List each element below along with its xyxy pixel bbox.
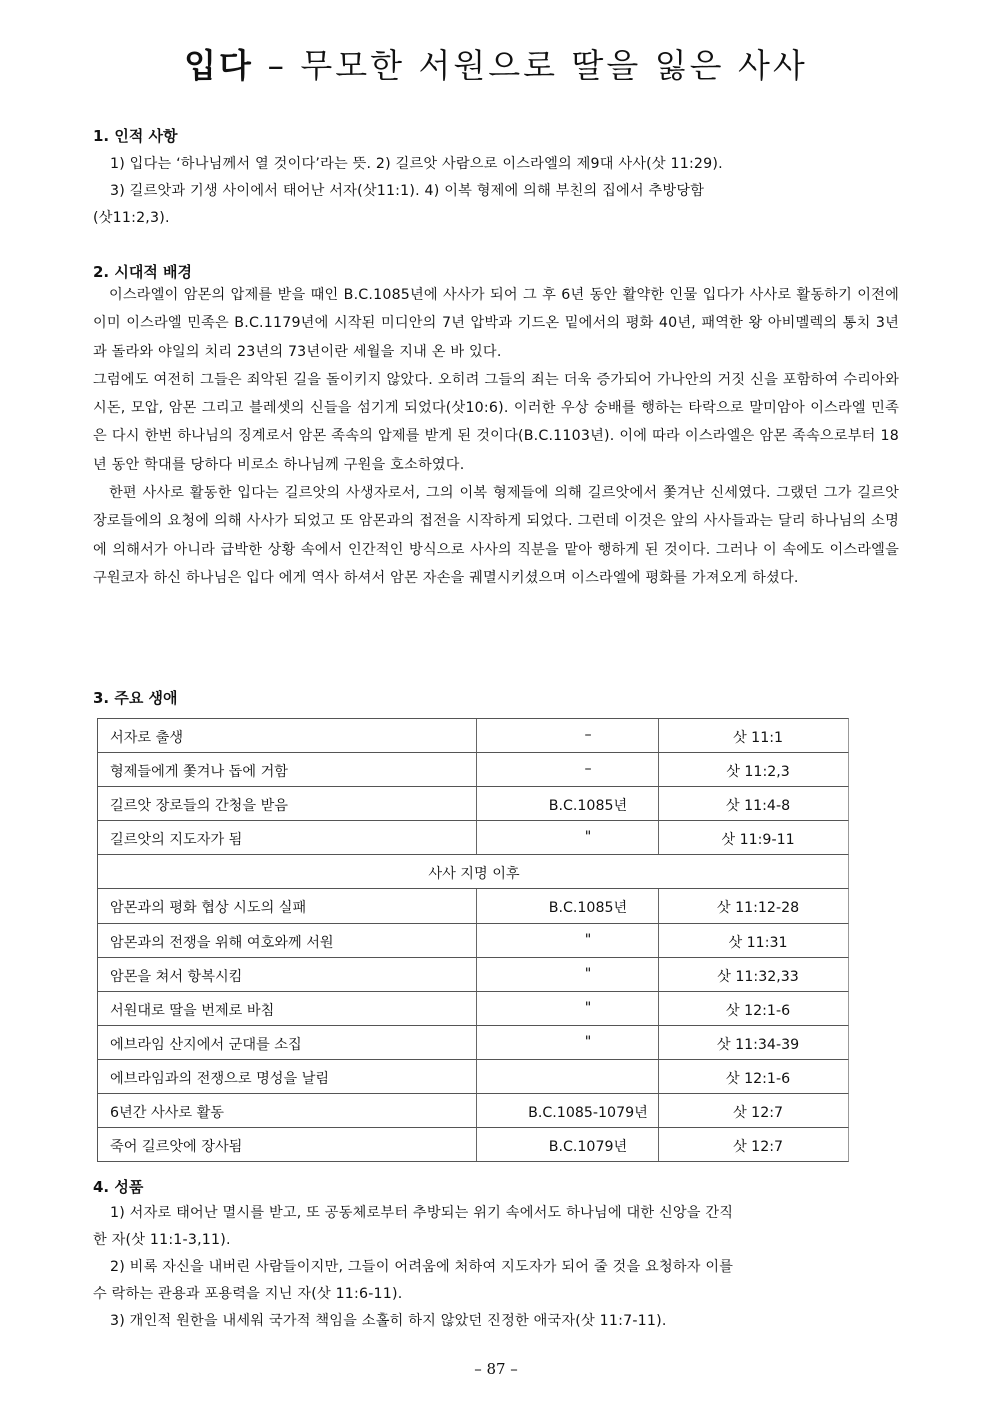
table-row xyxy=(97,888,849,922)
table-row xyxy=(97,786,849,820)
s1-line-2: 3) 길르앗과 기생 사이에서 태어난 서자(삿11:1). 4) 이복 형제에 의해 부친의 집에서 추방당함 xyxy=(110,183,705,199)
page-number: – 87 – xyxy=(474,1360,518,1378)
reference-cell: 삿 12:7 xyxy=(732,1139,784,1156)
s1-line-1: 1) 입다는 ‘하나님께서 열 것이다’라는 뜻. 2) 길르앗 사람으로 이스라엘의 제9대 사사(삿 11:29). xyxy=(110,156,723,172)
reference-cell: 삿 11:12-28 xyxy=(716,900,800,917)
date-cell: " xyxy=(584,965,592,982)
section-2-body xyxy=(93,281,899,592)
reference-cell: 삿 11:4-8 xyxy=(725,798,791,815)
date-cell: " xyxy=(584,829,592,846)
section-3-heading: 3. 주요 생애 xyxy=(93,689,178,707)
table-row xyxy=(97,820,849,854)
event-cell: 암몬과의 평화 협상 시도의 실패 xyxy=(110,900,307,917)
s4-line-1-cont: 한 자(삿 11:1-3,11). xyxy=(93,1232,231,1248)
table-row xyxy=(97,718,849,752)
event-cell: 죽어 길르앗에 장사됨 xyxy=(110,1139,243,1156)
s2-paragraph-3: 한편 사사로 활동한 입다는 길르앗의 사생자로서, 그의 이복 형제들에 의해 길르앗에서 쫓겨난 신세였다. 그랬던 그가 길르앗 장로들에의 요청에 의해 사사가 되었고 또 암몬과의 접전을 시작하게 되었다. 그런데 이것은 앞의 사사들과는 달리 하나님의 소명에 의해서가 아니라 급박한 상황 속에서 인간적인 방식으로 사사의 직분을 맡아 행하게 된 것이다. 그러나 이 속에도 이스라엘을 구원코자 하신 하나님은 입다 에게 역사 하셔서 암몬 자손을 궤멸시키셨으며 이스라엘에 평화를 가져오게 하셨다. xyxy=(93,485,899,586)
date-cell: B.C.1085-1079년 xyxy=(528,1105,648,1122)
table-row xyxy=(97,1127,849,1162)
reference-cell: 삿 11:2,3 xyxy=(726,764,790,781)
date-cell: " xyxy=(584,1033,592,1050)
event-cell: 길르앗 장로들의 간청을 받음 xyxy=(110,798,288,815)
table-row xyxy=(97,957,849,991)
section-1-heading: 1. 인적 사항 xyxy=(93,127,178,145)
title-name: 입다 xyxy=(184,46,254,85)
date-cell: B.C.1085년 xyxy=(548,900,628,917)
s2-paragraph-1: 이스라엘이 암몬의 압제를 받을 때인 B.C.1085년에 사사가 되어 그 후 6년 동안 활약한 인물 입다가 사사로 활동하기 이전에 이미 이스라엘 민족은 B.C.1179년에 시작된 미디안의 7년 압박과 기드온 밑에서의 평화 40년, 패역한 왕 아비멜렉의 통치 3년과 돌라와 야일의 치리 23년의 73년이란 세월을 지내 온 바 있다. xyxy=(93,287,899,360)
reference-cell: 삿 12:1-6 xyxy=(725,1070,791,1087)
s2-paragraph-2: 그럼에도 여전히 그들은 죄악된 길을 돌이키지 않았다. 오히려 그들의 죄는 더욱 증가되어 가나안의 거짓 신을 포함하여 수리아와 시돈, 모압, 암몬 그리고 블레셋의 신들을 섬기게 되었다(삿10:6). 이러한 우상 숭배를 행하는 타락으로 말미암아 이스라엘 민족은 다시 한번 하나님의 징계로서 암몬 족속의 압제를 받게 된 것이다(B.C.1103년). 이에 따라 이스라엘은 암몬 족속으로부터 18년 동안 학대를 당하다 비로소 하나님께 구원을 호소하였다. xyxy=(93,371,899,473)
table-row xyxy=(97,1059,849,1093)
event-cell: 형제들에게 쫓겨나 돕에 거함 xyxy=(110,764,288,781)
reference-cell: 삿 11:32,33 xyxy=(717,968,799,985)
date-cell: B.C.1079년 xyxy=(548,1139,628,1156)
table-row xyxy=(97,1093,849,1127)
table-divider-row xyxy=(97,854,849,888)
section-2-heading: 2. 시대적 배경 xyxy=(93,263,193,281)
event-cell: 6년간 사사로 활동 xyxy=(110,1105,224,1122)
event-cell: 암몬을 쳐서 항복시킴 xyxy=(110,968,243,985)
section-4-heading: 4. 성품 xyxy=(93,1178,144,1196)
table-row xyxy=(97,752,849,786)
reference-cell: 삿 12:1-6 xyxy=(725,1002,791,1019)
date-cell: – xyxy=(584,727,592,743)
event-cell: 에브라임과의 전쟁으로 명성을 날림 xyxy=(110,1070,330,1087)
reference-cell: 삿 11:9-11 xyxy=(721,832,795,849)
table-row xyxy=(97,1025,849,1059)
table-row xyxy=(97,991,849,1025)
reference-cell: 삿 11:31 xyxy=(728,934,788,951)
reference-cell: 삿 11:1 xyxy=(732,730,784,746)
table-row xyxy=(97,923,849,957)
event-cell: 에브라임 산지에서 군대를 소집 xyxy=(110,1036,302,1053)
date-cell: B.C.1085년 xyxy=(548,798,628,815)
period-label: 사사 지명 이후 xyxy=(428,866,520,883)
date-cell: " xyxy=(584,931,592,948)
event-cell: 길르앗의 지도자가 됨 xyxy=(110,832,243,849)
life-events-table xyxy=(97,718,849,1162)
event-cell: 암몬과의 전쟁을 위해 여호와께 서원 xyxy=(110,934,334,951)
s1-line-3: (삿11:2,3). xyxy=(93,210,170,226)
s4-line-2: 2) 비록 자신을 내버린 사람들이지만, 그들이 어려움에 처하여 지도자가 되어 줄 것을 요청하자 이를 xyxy=(110,1259,734,1275)
title-rest: – 무모한 서원으로 딸을 잃은 사사 xyxy=(267,46,808,85)
s4-line-1: 1) 서자로 태어난 멸시를 받고, 또 공동체로부터 추방되는 위기 속에서도 하나님에 대한 신앙을 간직 xyxy=(110,1205,734,1221)
event-cell: 서자로 출생 xyxy=(110,730,184,746)
reference-cell: 삿 12:7 xyxy=(732,1105,784,1122)
s4-line-2-cont: 수 락하는 관용과 포용력을 지닌 자(삿 11:6-11). xyxy=(93,1286,403,1302)
date-cell: – xyxy=(584,761,592,778)
reference-cell: 삿 11:34-39 xyxy=(716,1036,800,1053)
page-title xyxy=(0,40,992,87)
date-cell: " xyxy=(584,999,592,1016)
event-cell: 서원대로 딸을 번제로 바침 xyxy=(110,1002,275,1019)
s4-line-3: 3) 개인적 원한을 내세워 국가적 책임을 소홀히 하지 않았던 진정한 애국자(삿 11:7-11). xyxy=(110,1313,667,1329)
